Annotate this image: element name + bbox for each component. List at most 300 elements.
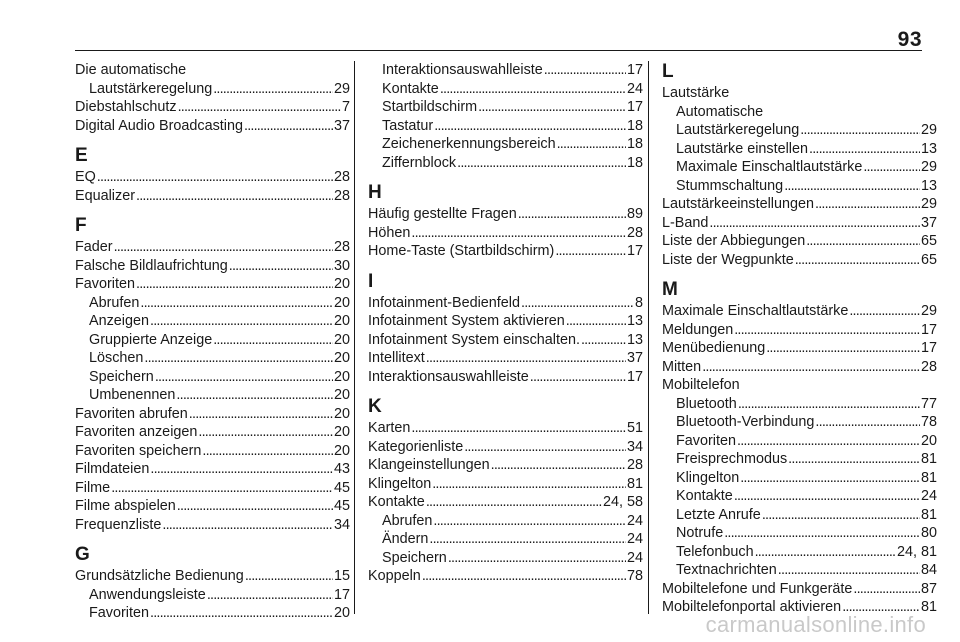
entry-page-ref: 78	[626, 568, 643, 584]
entry-label: Liste der Wegpunkte	[662, 251, 794, 268]
entry-label: Höhen	[368, 224, 411, 241]
dot-leader	[809, 140, 920, 159]
entry-label: Freisprechmodus	[676, 451, 788, 467]
index-subentry	[75, 586, 350, 605]
entry-page-ref: 20	[333, 294, 350, 311]
entry-label: Kategorienliste	[368, 438, 464, 455]
entry-page-ref: 28	[333, 239, 350, 255]
dot-leader	[521, 294, 634, 313]
entry-label: Mobiltelefonportal aktivieren	[662, 599, 842, 615]
dot-leader	[244, 117, 333, 136]
entry-page-ref: 17	[333, 586, 350, 603]
index-subentry	[368, 154, 643, 173]
index-subentry	[662, 121, 937, 140]
entry-label: Fader	[75, 239, 113, 255]
dot-leader	[766, 339, 920, 358]
entry-label: Diebstahlschutz	[75, 99, 177, 115]
index-subentry	[75, 349, 350, 368]
entry-label: Lautstärkeregelung	[676, 122, 800, 138]
index-subentry	[662, 432, 937, 451]
index-subentry	[662, 561, 937, 580]
entry-page-ref: 29	[920, 196, 937, 212]
entry-label: Abrufen	[382, 512, 433, 529]
index-entry	[662, 580, 937, 599]
dot-leader	[213, 80, 333, 99]
entry-page-ref: 13	[626, 313, 643, 329]
entry-label: Notrufe	[676, 525, 724, 541]
entry-label: Maximale Einschaltlautstärke	[676, 159, 863, 175]
entry-page-ref: 18	[626, 117, 643, 134]
entry-label: Bluetooth-Verbindung	[676, 414, 815, 430]
index-entry	[662, 195, 937, 214]
entry-label: Kontakte	[368, 494, 425, 510]
dot-leader	[806, 232, 920, 251]
entry-page-ref: 24	[626, 549, 643, 566]
entry-label: Ändern	[382, 531, 429, 547]
entry-label: Filme	[75, 479, 111, 496]
entry-label: Abrufen	[89, 294, 140, 311]
dot-leader	[189, 405, 333, 424]
entry-label: Ziffernblock	[382, 154, 457, 171]
dot-leader	[544, 61, 626, 80]
index-column-1	[75, 61, 350, 623]
index-subentry	[662, 177, 937, 196]
entry-label: Klingelton	[676, 469, 740, 486]
dot-leader	[422, 567, 626, 586]
entry-label: Favoriten	[676, 432, 736, 449]
index-entry	[368, 419, 643, 438]
index-entry	[75, 460, 350, 479]
index-subentry	[75, 604, 350, 623]
dot-leader	[762, 506, 920, 525]
entry-page-ref: 13	[626, 331, 643, 348]
index-entry	[75, 497, 350, 516]
index-entry	[368, 438, 643, 457]
index-entry	[75, 423, 350, 442]
entry-label: Karten	[368, 420, 411, 436]
entry-label: Interaktionsauswahlleiste	[382, 62, 543, 78]
entry-page-ref: 81	[920, 469, 937, 486]
section-letter: K	[368, 396, 382, 417]
entry-label: Mobiltelefone und Funkgeräte	[662, 580, 853, 597]
index-entry	[368, 294, 643, 313]
entry-label: Digital Audio Broadcasting	[75, 117, 243, 134]
dot-leader	[530, 368, 626, 387]
section-letter: F	[75, 215, 87, 236]
entry-label: Speichern	[89, 368, 154, 385]
index-subentry	[662, 524, 937, 543]
dot-leader	[136, 187, 333, 206]
section-letter: E	[75, 145, 88, 166]
entry-page-ref: 20	[333, 387, 350, 403]
index-subentry	[662, 140, 937, 159]
entry-label: Equalizer	[75, 187, 135, 204]
entry-label: Infotainment System einschalten.	[368, 331, 580, 348]
entry-page-ref: 29	[920, 159, 937, 175]
dot-leader	[213, 331, 333, 350]
entry-label: Stummschaltung	[676, 177, 784, 194]
entry-page-ref: 20	[333, 276, 350, 292]
index-entry	[662, 251, 937, 270]
dot-leader	[581, 331, 626, 350]
entry-page-ref: 81	[626, 475, 643, 492]
dot-leader	[155, 368, 333, 387]
dot-leader	[724, 524, 920, 543]
entry-page-ref: 65	[920, 233, 937, 249]
dot-leader	[144, 349, 333, 368]
entry-label: Filme abspielen	[75, 498, 176, 514]
index-entry	[368, 331, 643, 350]
entry-label: Anwendungsleiste	[89, 586, 206, 603]
dot-leader	[432, 475, 626, 494]
index-entry	[75, 257, 350, 276]
dot-leader	[491, 456, 626, 475]
entry-page-ref: 45	[333, 498, 350, 514]
entry-page-ref: 17	[626, 368, 643, 385]
dot-leader	[177, 497, 333, 516]
section-letter: H	[368, 182, 382, 203]
entry-page-ref: 8	[634, 294, 643, 311]
index-subentry	[75, 294, 350, 313]
dot-leader	[150, 312, 333, 331]
dot-leader	[478, 98, 626, 117]
index-subentry	[75, 368, 350, 387]
dot-leader	[734, 487, 920, 506]
entry-page-ref: 24	[626, 80, 643, 97]
entry-label: Meldungen	[662, 321, 734, 338]
dot-leader	[557, 135, 626, 154]
entry-label: Speichern	[382, 549, 447, 566]
entry-page-ref: 29	[333, 80, 350, 97]
section-letter: G	[75, 544, 90, 565]
dot-leader	[140, 294, 333, 313]
index-subentry	[368, 135, 643, 154]
entry-page-ref: 24	[626, 512, 643, 529]
index-entry	[662, 214, 937, 233]
entry-page-ref: 77	[920, 395, 937, 412]
dot-leader	[800, 121, 920, 140]
index-entry	[368, 475, 643, 494]
entry-page-ref: 20	[333, 405, 350, 422]
index-entry	[662, 321, 937, 340]
entry-page-ref: 65	[920, 251, 937, 268]
dot-leader	[849, 302, 920, 321]
index-entry	[75, 405, 350, 424]
entry-label: Gruppierte Anzeige	[89, 331, 213, 348]
dot-leader	[111, 479, 333, 498]
entry-page-ref: 17	[920, 340, 937, 356]
entry-page-ref: 20	[920, 432, 937, 449]
index-entry	[75, 479, 350, 498]
entry-label: Löschen	[89, 350, 144, 366]
entry-page-ref: 45	[333, 479, 350, 496]
index-subentry	[662, 543, 937, 562]
dot-leader	[162, 516, 333, 535]
dot-leader	[795, 251, 920, 270]
entry-page-ref: 51	[626, 420, 643, 436]
entry-label: Anzeigen	[89, 313, 150, 329]
index-subentry	[368, 98, 643, 117]
entry-label: EQ	[75, 169, 96, 185]
entry-label: Kontakte	[382, 80, 439, 97]
dot-leader	[738, 395, 920, 414]
dot-leader	[555, 242, 626, 261]
index-subheading: Automatische	[676, 103, 764, 120]
entry-page-ref: 17	[626, 99, 643, 115]
entry-label: Startbildschirm	[382, 99, 478, 115]
index-heading: Lautstärke	[662, 85, 730, 101]
entry-page-ref: 24	[920, 488, 937, 504]
index-entry	[75, 567, 350, 586]
entry-page-ref: 13	[920, 140, 937, 157]
dot-leader	[429, 530, 626, 549]
index-entry	[75, 275, 350, 294]
index-entry	[368, 205, 643, 224]
entry-page-ref: 18	[626, 154, 643, 171]
index-entry	[368, 493, 643, 512]
entry-page-ref: 15	[333, 568, 350, 584]
dot-leader	[411, 224, 626, 243]
column-divider	[354, 61, 355, 614]
entry-page-ref: 89	[626, 206, 643, 222]
entry-page-ref: 20	[333, 331, 350, 348]
dot-leader	[207, 586, 333, 605]
index-entry	[368, 242, 643, 261]
watermark: carmanualsonline.info	[705, 612, 926, 637]
index-subentry	[368, 117, 643, 136]
entry-page-ref: 18	[626, 136, 643, 152]
index-subentry	[368, 530, 643, 549]
dot-leader	[433, 512, 626, 531]
dot-leader	[245, 567, 333, 586]
entry-label: Favoriten anzeigen	[75, 424, 198, 440]
dot-leader	[176, 386, 333, 405]
entry-label: Lautstärkeeinstellungen	[662, 196, 815, 212]
entry-page-ref: 28	[626, 457, 643, 473]
index-heading: Die automatische	[75, 62, 187, 78]
index-entry	[662, 358, 937, 377]
entry-page-ref: 24, 58	[602, 494, 643, 510]
entry-label: Infotainment-Bedienfeld	[368, 294, 521, 311]
entry-page-ref: 24	[626, 531, 643, 547]
entry-page-ref: 37	[920, 214, 937, 231]
entry-page-ref: 43	[333, 461, 350, 477]
entry-page-ref: 28	[920, 358, 937, 375]
entry-page-ref: 17	[626, 62, 643, 78]
entry-page-ref: 24, 81	[896, 543, 937, 560]
index-entry	[368, 567, 643, 586]
entry-page-ref: 17	[626, 243, 643, 259]
dot-leader	[229, 257, 333, 276]
entry-page-ref: 20	[333, 442, 350, 459]
index-entry	[75, 98, 350, 117]
dot-leader	[426, 493, 602, 512]
entry-page-ref: 20	[333, 424, 350, 440]
dot-leader	[815, 195, 920, 214]
entry-page-ref: 81	[920, 451, 937, 467]
entry-label: Grundsätzliche Bedienung	[75, 568, 244, 584]
dot-leader	[734, 321, 920, 340]
index-column-2	[368, 61, 643, 586]
index-subentry	[368, 549, 643, 568]
dot-leader	[566, 312, 626, 331]
dot-leader	[755, 543, 896, 562]
entry-label: Lautstärkeregelung	[89, 80, 213, 97]
dot-leader	[853, 580, 920, 599]
index-entry	[75, 442, 350, 461]
index-entry	[368, 456, 643, 475]
dot-leader	[740, 469, 920, 488]
dot-leader	[426, 349, 626, 368]
entry-label: Umbenennen	[89, 387, 176, 403]
entry-label: Mitten	[662, 358, 702, 375]
index-entry	[368, 349, 643, 368]
entry-page-ref: 87	[920, 580, 937, 597]
entry-label: Infotainment System aktivieren	[368, 313, 565, 329]
entry-page-ref: 17	[920, 321, 937, 338]
entry-label: Interaktionsauswahlleiste	[368, 368, 529, 385]
index-subentry	[75, 386, 350, 405]
entry-label: Favoriten abrufen	[75, 405, 188, 422]
index-entry	[75, 516, 350, 535]
entry-page-ref: 29	[920, 303, 937, 319]
column-divider	[648, 61, 649, 614]
dot-leader	[114, 238, 333, 257]
entry-page-ref: 80	[920, 525, 937, 541]
entry-label: L-Band	[662, 214, 709, 231]
dot-leader	[737, 432, 920, 451]
index-subentry	[75, 312, 350, 331]
entry-label: Häufig gestellte Fragen	[368, 206, 517, 222]
entry-label: Liste der Abbiegungen	[662, 233, 806, 249]
entry-label: Klangeinstellungen	[368, 457, 490, 473]
entry-label: Falsche Bildlaufrichtung	[75, 257, 228, 274]
dot-leader	[815, 413, 920, 432]
entry-page-ref: 13	[920, 177, 937, 194]
dot-leader	[863, 158, 920, 177]
index-subentry	[662, 413, 937, 432]
section-letter: I	[368, 270, 374, 292]
dot-leader	[178, 98, 341, 117]
entry-label: Menübedienung	[662, 340, 766, 356]
entry-page-ref: 29	[920, 122, 937, 138]
entry-label: Tastatur	[382, 117, 434, 134]
entry-page-ref: 37	[626, 350, 643, 366]
dot-leader	[518, 205, 626, 224]
dot-leader	[97, 168, 333, 187]
section-letter: M	[662, 279, 678, 300]
index-subentry	[662, 469, 937, 488]
entry-page-ref: 81	[920, 599, 937, 615]
dot-leader	[778, 561, 920, 580]
index-subentry	[75, 80, 350, 99]
entry-label: Kontakte	[676, 488, 733, 504]
index-subentry	[368, 80, 643, 99]
dot-leader	[150, 460, 333, 479]
entry-page-ref: 28	[626, 224, 643, 241]
dot-leader	[150, 604, 333, 623]
index-subentry	[662, 395, 937, 414]
entry-page-ref: 7	[341, 99, 350, 115]
index-subentry	[368, 512, 643, 531]
entry-page-ref: 37	[333, 117, 350, 134]
dot-leader	[434, 117, 626, 136]
entry-page-ref: 30	[333, 257, 350, 274]
index-subentry	[662, 450, 937, 469]
dot-leader	[457, 154, 626, 173]
index-subentry	[368, 61, 643, 80]
entry-page-ref: 34	[333, 516, 350, 533]
entry-label: Zeichenerkennungsbereich	[382, 136, 556, 152]
dot-leader	[788, 450, 920, 469]
dot-leader	[440, 80, 626, 99]
entry-label: Lautstärke einstellen	[676, 140, 808, 157]
entry-label: Letzte Anrufe	[676, 506, 761, 523]
entry-label: Koppeln	[368, 568, 421, 584]
page-number: 93	[897, 28, 922, 51]
entry-page-ref: 20	[333, 350, 350, 366]
entry-page-ref: 78	[920, 414, 937, 430]
entry-label: Intellitext	[368, 350, 425, 366]
entry-label: Home-Taste (Startbildschirm)	[368, 243, 555, 259]
index-subentry	[662, 158, 937, 177]
entry-page-ref: 20	[333, 605, 350, 621]
entry-label: Maximale Einschaltlautstärke	[662, 303, 849, 319]
index-heading: Mobiltelefon	[662, 377, 740, 393]
index-entry	[368, 224, 643, 243]
entry-page-ref: 81	[920, 506, 937, 523]
dot-leader	[202, 442, 333, 461]
index-entry	[75, 238, 350, 257]
entry-label: Textnachrichten	[676, 562, 777, 578]
entry-label: Frequenzliste	[75, 516, 162, 533]
section-letter: L	[662, 61, 674, 82]
entry-page-ref: 34	[626, 438, 643, 455]
entry-label: Klingelton	[368, 475, 432, 492]
index-entry	[75, 117, 350, 136]
index-entry	[75, 187, 350, 206]
dot-leader	[784, 177, 920, 196]
entry-page-ref: 28	[333, 169, 350, 185]
dot-leader	[464, 438, 626, 457]
index-entry	[368, 368, 643, 387]
dot-leader	[198, 423, 333, 442]
entry-label: Filmdateien	[75, 461, 150, 477]
index-entry	[75, 168, 350, 187]
dot-leader	[702, 358, 920, 377]
index-entry	[662, 302, 937, 321]
entry-page-ref: 84	[920, 562, 937, 578]
entry-page-ref: 28	[333, 187, 350, 204]
index-subentry	[75, 331, 350, 350]
index-subentry	[662, 487, 937, 506]
entry-label: Favoriten speichern	[75, 442, 202, 459]
entry-label: Favoriten	[89, 605, 149, 621]
dot-leader	[448, 549, 626, 568]
dot-leader	[136, 275, 333, 294]
entry-label: Bluetooth	[676, 395, 737, 412]
top-rule	[75, 50, 922, 51]
index-entry	[368, 312, 643, 331]
dot-leader	[411, 419, 626, 438]
index-subentry	[662, 506, 937, 525]
index-entry	[662, 339, 937, 358]
entry-label: Favoriten	[75, 276, 135, 292]
entry-page-ref: 20	[333, 313, 350, 329]
entry-label: Telefonbuch	[676, 543, 754, 560]
index-entry	[662, 232, 937, 251]
index-column-3	[662, 61, 937, 617]
